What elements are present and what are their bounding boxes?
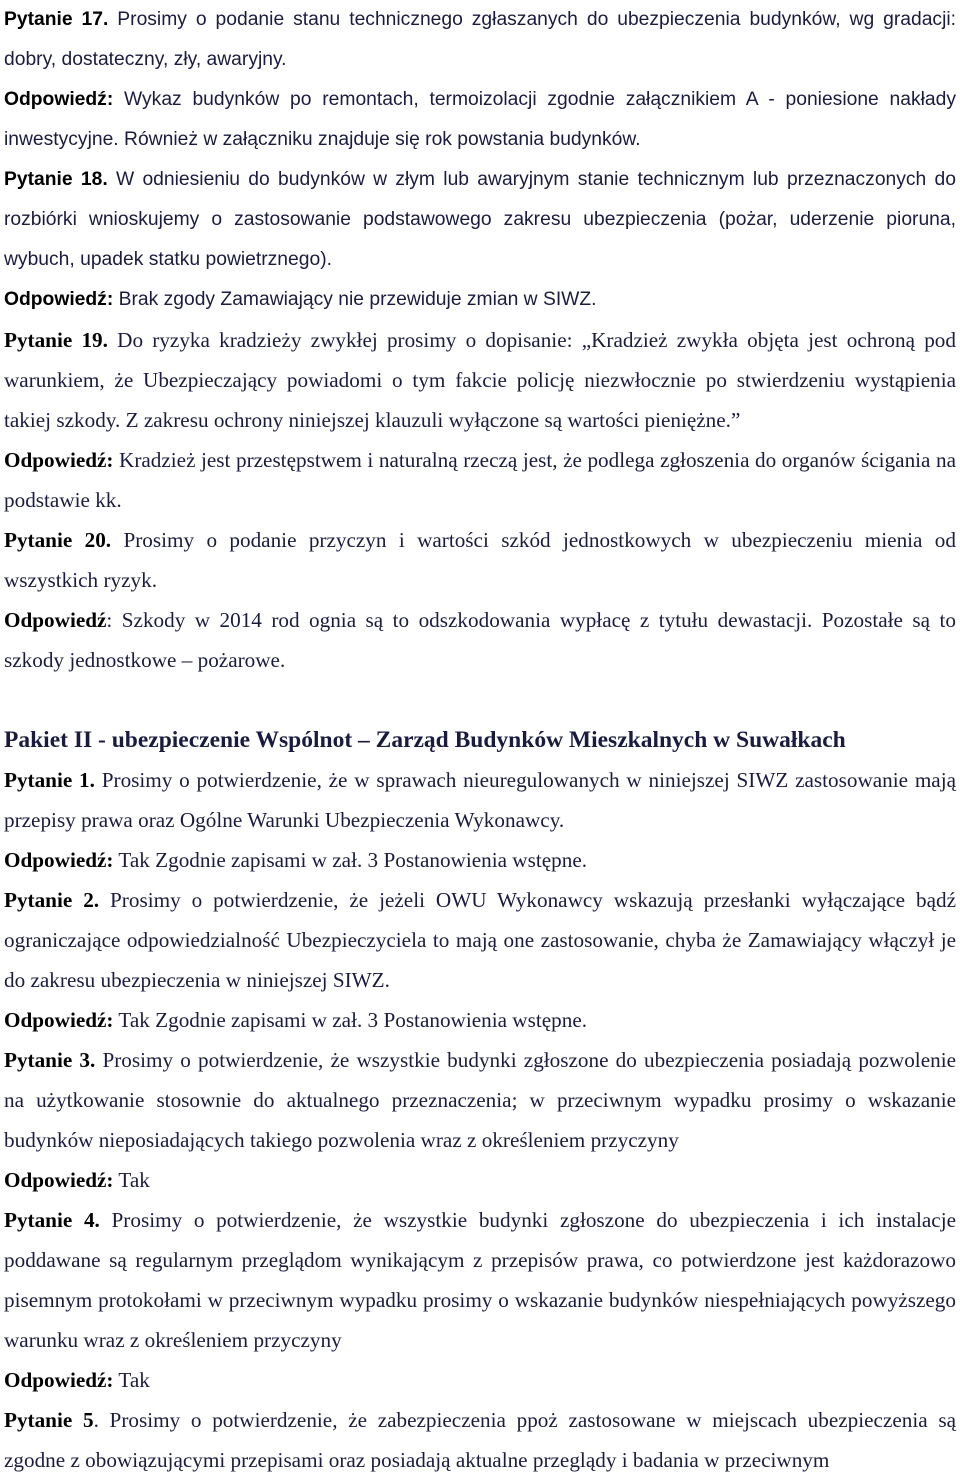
answer-1 [4,840,956,880]
question-text: Prosimy o podanie przyczyn i wartości szkód jednostkowych w ubezpieczeniu mienia od wszystkich ryzyk. [4,528,956,592]
answer-text: Tak [113,1168,150,1192]
question-label: Pytanie 3. [4,1048,96,1072]
answer-label: Odpowiedź: [4,448,114,472]
answer-text: Tak Zgodnie zapisami w zał. 3 Postanowienia wstępne. [113,848,588,872]
answer-label: Odpowiedź: [4,1368,114,1392]
question-label: Pytanie 1. [4,768,95,792]
question-text: Prosimy o potwierdzenie, że wszystkie budynki zgłoszone do ubezpieczenia posiadają pozwolenie na użytkowanie stosownie do aktualnego przeznaczenia; w przeciwnym wypadku prosimy o wskazanie budynków nieposiadających takiego pozwolenia wraz z określeniem przyczyny [4,1048,956,1152]
question-label: Pytanie 4. [4,1208,100,1232]
answer-3 [4,1160,956,1200]
answer-4 [4,1360,956,1400]
answer-label: Odpowiedź: [4,1008,114,1032]
question-label: Pytanie 2. [4,888,100,912]
answer-label: Odpowiedź: [4,289,114,310]
question-20 [4,520,956,600]
question-text: Prosimy o potwierdzenie, że jeżeli OWU Wykonawcy wskazują przesłanki wyłączające bądź ograniczające odpowiedzialność Ubezpieczyciela to mają one zastosowanie, chyba że Zamawiający włączył je do zakresu ubezpieczenia w niniejszej SIWZ. [4,888,956,992]
question-label: Pytanie 17. [4,9,109,30]
section-spacer [4,680,956,720]
question-label: Pytanie 19. [4,328,108,352]
answer-text: Brak zgody Zamawiający nie przewiduje zmian w SIWZ. [113,289,597,310]
question-label: Pytanie 18. [4,169,108,190]
answer-label: Odpowiedź: [4,848,114,872]
question-text: Prosimy o potwierdzenie, że wszystkie budynki zgłoszone do ubezpieczenia i ich instalacje poddawane są regularnym przeglądom wynikającym z przepisów prawa, co potwierdzone jest każdorazowo pisemnym protokołami w przeciwnym wypadku prosimy o wskazanie budynków niespełniających powyższego warunku wraz z określeniem przyczyny [4,1208,957,1352]
question-5 [4,1400,956,1480]
answer-text: : Szkody w 2014 rod ognia są to odszkodowania wypłacę z tytułu dewastacji. Pozostałe są to szkody jednostkowe – pożarowe. [4,608,956,672]
question-1 [4,760,956,840]
question-label: Pytanie 5 [4,1408,94,1432]
answer-label: Odpowiedź: [4,1168,114,1192]
section-heading: Pakiet II - ubezpieczenie Wspólnot – Zarząd Budynków Mieszkalnych w Suwałkach [4,727,846,753]
question-text: Prosimy o potwierdzenie, że w sprawach nieuregulowanych w niniejszej SIWZ zastosowanie mają przepisy prawa oraz Ogólne Warunki Ubezpieczenia Wykonawcy. [4,768,956,832]
answer-17 [4,80,956,160]
answer-text: Kradzież jest przestępstwem i naturalną rzeczą jest, że podlega zgłoszenia do organów ścigania na podstawie kk. [4,448,956,512]
question-3 [4,1040,956,1160]
question-text: Do ryzyka kradzieży zwykłej prosimy o dopisanie: „Kradzież zwykła objęta jest ochroną pod warunkiem, że Ubezpieczający powiadomi o tym fakcie policję niezwłocznie po stwierdzeniu wystąpienia takiej szkody. Z zakresu ochrony niniejszej klauzuli wyłączone są wartości pieniężne.” [4,328,956,432]
question-label: Pytanie 20. [4,528,112,552]
answer-label: Odpowiedź [4,608,107,632]
answer-text: Tak Zgodnie zapisami w zał. 3 Postanowienia wstępne. [113,1008,588,1032]
answer-19 [4,440,956,520]
answer-2 [4,1000,956,1040]
question-19 [4,320,956,440]
question-2 [4,880,956,1000]
question-text: . Prosimy o potwierdzenie, że zabezpieczenia ppoż zastosowane w miejscach ubezpieczenia są zgodne z obowiązującymi przepisami oraz posiadają aktualne przeglądy i badania w przeciwnym [4,1408,956,1472]
question-4 [4,1200,956,1360]
question-text: W odniesieniu do budynków w złym lub awaryjnym stanie technicznym lub przeznaczonych do rozbiórki wnioskujemy o zastosowanie podstawowego zakresu ubezpieczenia (pożar, uderzenie pioruna, wybuch, upadek statku powietrznego). [4,169,957,270]
question-text: Prosimy o podanie stanu technicznego zgłaszanych do ubezpieczenia budynków, wg gradacji: dobry, dostateczny, zły, awaryjny. [4,9,956,70]
answer-20 [4,600,956,680]
answer-text: Tak [113,1368,150,1392]
answer-18 [4,280,956,320]
question-17 [4,0,956,80]
answer-label: Odpowiedź: [4,89,114,110]
answer-text: Wykaz budynków po remontach, termoizolacji zgodnie załącznikiem A - poniesione nakłady inwestycyjne. Również w załączniku znajduje się rok powstania budynków. [4,89,956,150]
question-18 [4,160,956,280]
